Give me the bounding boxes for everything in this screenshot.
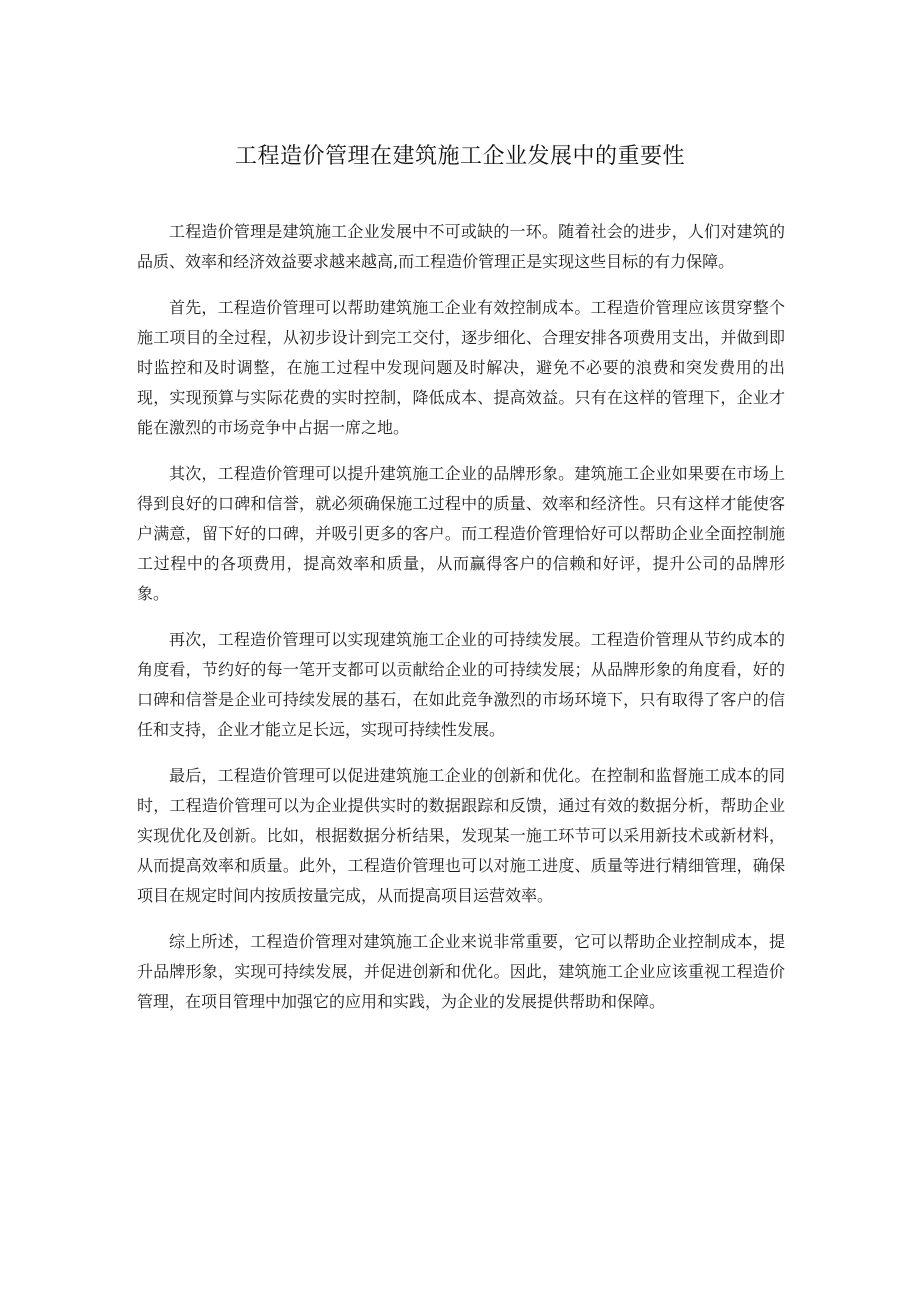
paragraph-intro: 工程造价管理是建筑施工企业发展中不可或缺的一环。随着社会的进步，人们对建筑的品质、效率和经济效益要求越来越高,而工程造价管理正是实现这些目标的有力保障。 [137, 222, 785, 271]
paragraph-cost-control: 首先，工程造价管理可以帮助建筑施工企业有效控制成本。工程造价管理应该贯穿整个施工项目的全过程，从初步设计到完工交付，逐步细化、合理安排各项费用支出，并做到即时监控和及时调整，在施工过程中发现问题及时解决，避免不必要的浪费和突发费用的出现，实现预算与实际花费的实时控制，降低成本、提高效益。只有在这样的管理下，企业才能在激烈的市场竞争中占据一席之地。 [137, 298, 785, 437]
document-body [137, 217, 785, 1033]
paragraph-brand-image: 其次，工程造价管理可以提升建筑施工企业的品牌形象。建筑施工企业如果要在市场上得到良好的口碑和信誉，就必须确保施工过程中的质量、效率和经济性。只有这样才能使客户满意，留下好的口碑，并吸引更多的客户。而工程造价管理恰好可以帮助企业全面控制施工过程中的各项费用，提高效率和质量，从而赢得客户的信赖和好评，提升公司的品牌形象。 [137, 464, 785, 603]
paragraph-sustainability: 再次，工程造价管理可以实现建筑施工企业的可持续发展。工程造价管理从节约成本的角度看，节约好的每一笔开支都可以贡献给企业的可持续发展；从品牌形象的角度看，好的口碑和信誉是企业可持续发展的基石，在如此竞争激烈的市场环境下，只有取得了客户的信任和支持，企业才能立足长远，实现可持续性发展。 [137, 630, 785, 739]
document-title: 工程造价管理在建筑施工企业发展中的重要性 [234, 144, 685, 169]
paragraph-innovation: 最后，工程造价管理可以促进建筑施工企业的创新和优化。在控制和监督施工成本的同时，工程造价管理可以为企业提供实时的数据跟踪和反馈，通过有效的数据分析，帮助企业实现优化及创新。比如，根据数据分析结果，发现某一施工环节可以采用新技术或新材料，从而提高效率和质量。此外，工程造价管理也可以对施工进度、质量等进行精细管理，确保项目在规定时间内按质按量完成，从而提高项目运营效率。 [137, 766, 785, 905]
paragraph-conclusion: 综上所述，工程造价管理对建筑施工企业来说非常重要，它可以帮助企业控制成本，提升品牌形象，实现可持续发展，并促进创新和优化。因此，建筑施工企业应该重视工程造价管理，在项目管理中加强它的应用和实践，为企业的发展提供帮助和保障。 [137, 932, 785, 1011]
